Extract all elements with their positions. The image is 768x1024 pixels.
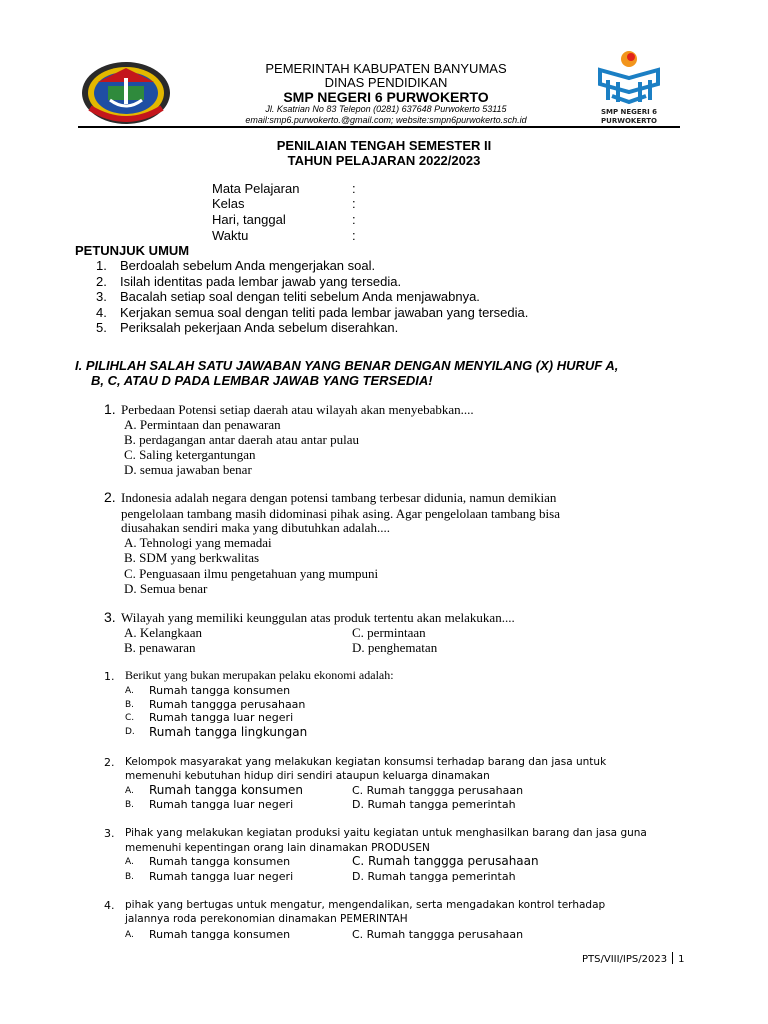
question-text: diusahakan sendiri maka yang dibutuhkan adalah.... [121,520,390,535]
option-text: Rumah tangga konsumen [149,855,291,868]
field-label-date: Hari, tanggal [212,212,286,227]
option-text: Rumah tangga luar negeri [149,798,294,811]
option-letter: A. [125,930,134,940]
question-text: memenuhi kepentingan orang lain dinamakan PRODUSEN [125,842,430,854]
option-letter: A. [125,686,134,696]
option-letter: D. [125,727,135,737]
footer-doc-code: PTS/VIII/IPS/2023 [582,954,668,965]
question-text: Berikut yang bukan merupakan pelaku ekonomi adalah: [125,668,394,682]
answer-option: C. Penguasaan ilmu pengetahuan yang mumpuni [124,566,379,581]
field-label-time: Waktu [212,228,249,243]
page-footer [582,952,684,965]
letterhead-government: PEMERINTAH KABUPATEN BANYUMAS [265,61,507,76]
instructions-heading: PETUNJUK UMUM [75,243,190,258]
question-text: Perbedaan Potensi setiap daerah atau wilayah akan menyebabkan.... [121,402,474,417]
question-number: 1. [104,401,116,417]
field-colon-date: : [352,212,356,227]
instruction-number: 4. [96,305,107,320]
answer-option: D. Semua benar [124,581,208,596]
option-letter: B. [125,872,135,882]
question-text: Indonesia adalah negara dengan potensi tambang terbesar didunia, namun demikian [121,490,557,505]
question-text: Pihak yang melakukan kegiatan produksi yaitu kegiatan untuk menghasilkan barang dan jasa guna [125,827,647,839]
section-heading-line2: B, C, ATAU D PADA LEMBAR JAWAB YANG TERSEDIA! [91,373,433,388]
exam-title: PENILAIAN TENGAH SEMESTER II [276,138,492,153]
option-text: Rumah tangga luar negeri [149,711,294,724]
answer-option: A. Permintaan dan penawaran [124,417,281,432]
question-number: 3. [104,827,115,840]
instruction-number: 3. [96,289,107,304]
answer-option: C. Saling ketergantungan [124,447,256,462]
question-text: jalannya roda perekonomian dinamakan PEMERINTAH [125,913,408,925]
question-number: 2. [104,756,115,769]
option-text: Rumah tangga konsumen [149,684,291,697]
answer-option: B. SDM yang berkwalitas [124,550,260,565]
option-letter: C. [125,713,135,723]
option-text: Rumah tanggga perusahaan [149,698,306,711]
field-colon-subject: : [352,181,356,196]
option-text: C. Rumah tanggga perusahaan [352,854,539,868]
answer-option: D. penghematan [352,640,438,655]
letterhead-school-name: SMP NEGERI 6 PURWOKERTO [283,89,489,105]
logo-right-line1: SMP NEGERI 6 [600,108,658,116]
smpn6-school-logo [598,50,660,126]
answer-option: C. permintaan [352,625,426,640]
option-text: Rumah tangga konsumen [149,783,303,797]
instruction-text: Periksalah pekerjaan Anda sebelum diserahkan. [120,320,399,335]
question-text: pengelolaan tambang masih didominasi pihak asing. Agar pengelolaan tambang bisa [121,506,560,521]
logo-right-line2: PURWOKERTO [601,117,657,125]
letterhead-office: DINAS PENDIDIKAN [324,75,448,90]
letterhead-contact: email:smp6.purwokerto.@gmail.com; website:smpn6purwokerto.sch.id [245,115,527,125]
option-text: Rumah tangga lingkungan [149,725,308,739]
question-number: 2. [104,489,116,505]
option-text: Rumah tangga luar negeri [149,870,294,883]
instruction-number: 1. [96,258,107,273]
question-text: Wilayah yang memiliki keunggulan atas produk tertentu akan melakukan.... [121,610,515,625]
letterhead-divider [78,126,680,128]
option-text: Rumah tangga konsumen [149,928,291,941]
instruction-text: Isilah identitas pada lembar jawab yang tersedia. [120,274,402,289]
option-letter: B. [125,800,135,810]
option-letter: A. [125,786,134,796]
instruction-text: Bacalah setiap soal dengan teliti sebelum Anda menjawabnya. [120,289,480,304]
option-text: C. Rumah tanggga perusahaan [352,928,524,941]
field-colon-class: : [352,196,356,211]
instruction-text: Kerjakan semua soal dengan teliti pada lembar jawaban yang tersedia. [120,305,529,320]
answer-option: B. perdagangan antar daerah atau antar pulau [124,432,359,447]
question-text: pihak yang bertugas untuk mengatur, mengendalikan, serta mengadakan kontrol terhadap [125,899,606,911]
answer-option: D. semua jawaban benar [124,462,252,477]
banyumas-emblem-logo [80,60,172,126]
question-number: 1. [104,670,115,683]
footer-separator [672,952,673,964]
instruction-number: 2. [96,274,107,289]
option-text: C. Rumah tanggga perusahaan [352,784,524,797]
question-text: memenuhi kebutuhan hidup diri sendiri ataupun keluarga dinamakan [125,770,490,782]
section-heading-line1: I. PILIHLAH SALAH SATU JAWABAN YANG BENAR DENGAN MENYILANG (X) HURUF A, [75,358,619,373]
answer-option: B. penawaran [124,640,196,655]
answer-option: A. Kelangkaan [124,625,202,640]
instruction-number: 5. [96,320,107,335]
question-text: Kelompok masyarakat yang melakukan kegiatan konsumsi terhadap barang dan jasa untuk [125,756,607,768]
option-text: D. Rumah tangga pemerintah [352,870,516,883]
page-number: 1 [678,954,685,965]
option-letter: A. [125,857,134,867]
letterhead-address: Jl. Ksatrian No 83 Telepon (0281) 637648 Purwokerto 53115 [265,104,507,114]
option-letter: B. [125,700,135,710]
field-colon-time: : [352,228,356,243]
field-label-subject: Mata Pelajaran [212,181,300,196]
question-number: 3. [104,609,116,625]
field-label-class: Kelas [212,196,245,211]
exam-year: TAHUN PELAJARAN 2022/2023 [287,153,481,168]
answer-option: A. Tehnologi yang memadai [124,535,272,550]
option-text: D. Rumah tangga pemerintah [352,798,516,811]
instruction-text: Berdoalah sebelum Anda mengerjakan soal. [120,258,376,273]
question-number: 4. [104,899,115,912]
